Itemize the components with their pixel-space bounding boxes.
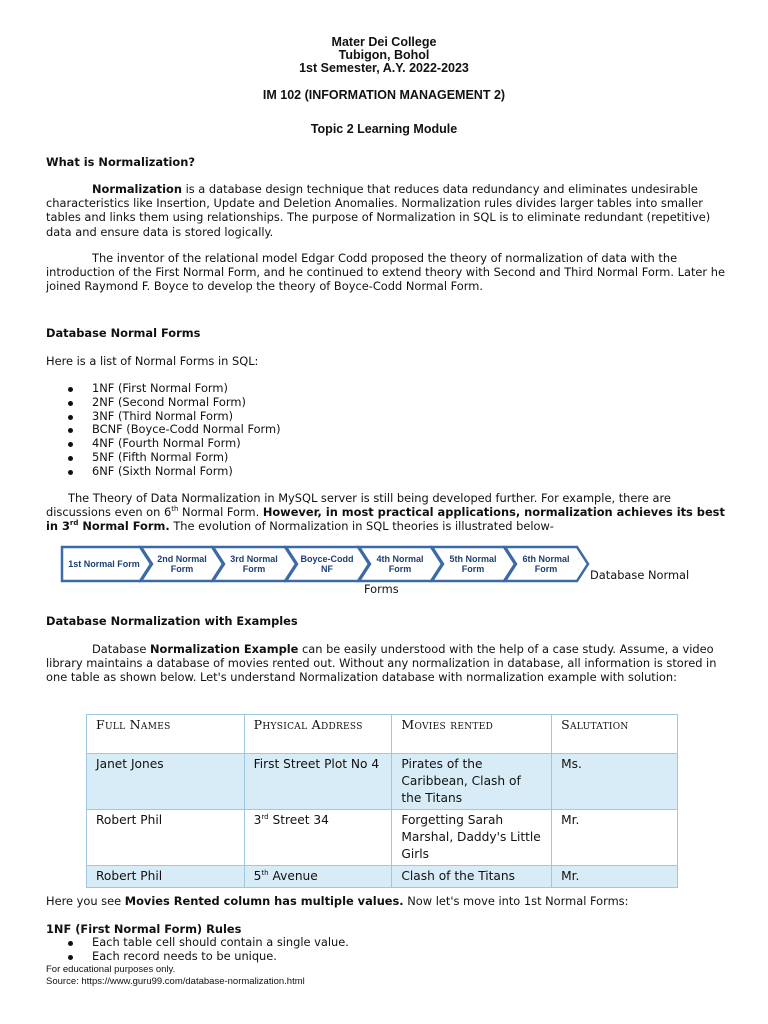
table-cell: Mr. <box>552 810 678 866</box>
list-item-text: 4NF (Fourth Normal Form) <box>92 436 241 451</box>
cell-text: 3 <box>253 813 262 827</box>
course-title: IM 102 (INFORMATION MANAGEMENT 2) <box>262 88 506 102</box>
movies-table <box>86 714 678 888</box>
cell-text: Street 34 <box>268 813 329 827</box>
table-cell: Mr. <box>552 866 678 888</box>
paragraph-text: The Theory of Data Normalization in MySQL server is still being developed further. For example, there are discussions even on 6 <box>46 491 671 520</box>
bold-term: Normalization <box>92 182 182 196</box>
bullet-icon <box>68 941 73 946</box>
table-cell <box>244 866 392 888</box>
paragraph-history: The inventor of the relational model Edgar Codd proposed the theory of normalization of data with the introduction of the First Normal Form, and he continued to extend theory with Second and Third Normal Form. Later he joined Raymond F. Boyce to develop the theory of Boyce-Codd Normal Form. <box>46 251 725 294</box>
footer-source: Source: https://www.guru99.com/database-normalization.html <box>46 976 305 987</box>
diagram-step-1nf: 1st Normal Form <box>68 559 140 569</box>
table-header-row <box>87 715 678 754</box>
list-item-text: Each record needs to be unique. <box>92 948 277 963</box>
diagram-step-2nf: 2nd Normal Form <box>157 554 207 574</box>
cell-text: Avenue <box>268 869 318 883</box>
column-header: Full Names <box>87 715 245 754</box>
list-item-text: Each table cell should contain a single value. <box>92 935 349 949</box>
college-location: Tubigon, Bohol <box>338 48 430 62</box>
table-cell: Forgetting Sarah Marshal, Daddy's Little Girls <box>392 810 552 866</box>
column-header: Physical Address <box>244 715 392 754</box>
list-item-text: 5NF (Fifth Normal Form) <box>92 449 229 464</box>
diagram-step-5nf: 5th Normal Form <box>449 554 497 574</box>
table-cell: Janet Jones <box>87 754 245 810</box>
list-item <box>92 936 349 950</box>
diagram-caption: Database Normal <box>590 568 690 582</box>
table-row <box>87 754 678 810</box>
list-item-text: BCNF (Boyce-Codd Normal Form) <box>92 422 281 437</box>
college-name: Mater Dei College <box>331 35 437 49</box>
module-title: Topic 2 Learning Module <box>310 122 458 136</box>
superscript: rd <box>69 519 79 528</box>
semester: 1st Semester, A.Y. 2022-2023 <box>299 61 469 75</box>
list-item-text: 1NF (First Normal Form) <box>92 381 228 395</box>
paragraph-text: can be easily understood with the help of a case study. Assume, a video library maintains a database of movies rented out. Without any normalization in database, all information is stored in one table as shown below. Let's understand Normalization database with normalization example with solution: <box>46 642 717 685</box>
superscript: th <box>171 505 179 514</box>
bold-text: Normal Form. <box>78 519 170 534</box>
cell-text: 5 <box>253 869 262 883</box>
table-row <box>87 810 678 866</box>
column-header: Movies rented <box>392 715 552 754</box>
table-cell: Robert Phil <box>87 810 245 866</box>
bold-text: Movies Rented column has multiple values. <box>124 894 404 908</box>
superscript: rd <box>261 812 269 821</box>
list-item <box>92 950 349 964</box>
diagram-step-bcnf: Boyce-Codd NF <box>300 554 354 574</box>
table-cell: Pirates of the Caribbean, Clash of the Titans <box>392 754 552 810</box>
rules-list <box>92 936 349 964</box>
section-heading-examples: Database Normalization with Examples <box>46 614 298 628</box>
paragraph-text: Database <box>92 642 150 656</box>
paragraph-text: is a database design technique that reduces data redundancy and eliminates undesirable characteristics like Insertion, Update and Deletion Anomalies. Normalization rules divides larger tables into smaller tables and links them using relationships. The purpose of Normalization in SQL is to eliminate redundant (repetitive) data and ensure data is stored logically. <box>46 182 711 239</box>
bullet-icon <box>68 955 73 960</box>
table-cell: Clash of the Titans <box>392 866 552 888</box>
table-cell <box>244 810 392 866</box>
paragraph-text: The evolution of Normalization in SQL theories is illustrated below- <box>169 519 554 534</box>
diagram-step-3nf: 3rd Normal Form <box>230 554 278 574</box>
table-cell: Robert Phil <box>87 866 245 888</box>
column-header: Salutation <box>552 715 678 754</box>
table-cell: Ms. <box>552 754 678 810</box>
table-cell: First Street Plot No 4 <box>244 754 392 810</box>
table-row <box>87 866 678 888</box>
bold-text: However, in most practical applications, normalization achieves its best in 3 <box>46 505 725 534</box>
list-item-text: 3NF (Third Normal Form) <box>92 408 234 423</box>
paragraph-multiple-values <box>46 894 628 908</box>
superscript: th <box>261 868 269 877</box>
diagram-step-4nf: 4th Normal Form <box>376 554 424 574</box>
section-heading-1nf-rules: 1NF (First Normal Form) Rules <box>46 922 242 936</box>
section-heading-normal-forms: Database Normal Forms <box>46 326 201 340</box>
paragraph-text: Normal Form. <box>178 505 263 520</box>
footer-disclaimer: For educational purposes only. <box>46 964 176 975</box>
normal-forms-intro: Here is a list of Normal Forms in SQL: <box>46 354 259 368</box>
paragraph-text: Now let's move into 1st Normal Forms: <box>403 894 629 908</box>
diagram-caption-cont: Forms <box>364 582 399 596</box>
paragraph-text: Here you see <box>46 894 125 908</box>
section-heading-normalization: What is Normalization? <box>46 155 195 169</box>
bold-text: Normalization Example <box>149 642 299 656</box>
list-item-text: 2NF (Second Normal Form) <box>92 394 246 409</box>
list-item-text: 6NF (Sixth Normal Form) <box>92 463 233 478</box>
diagram-step-6nf: 6th Normal Form <box>522 554 570 574</box>
paragraph-case-study <box>46 642 726 685</box>
